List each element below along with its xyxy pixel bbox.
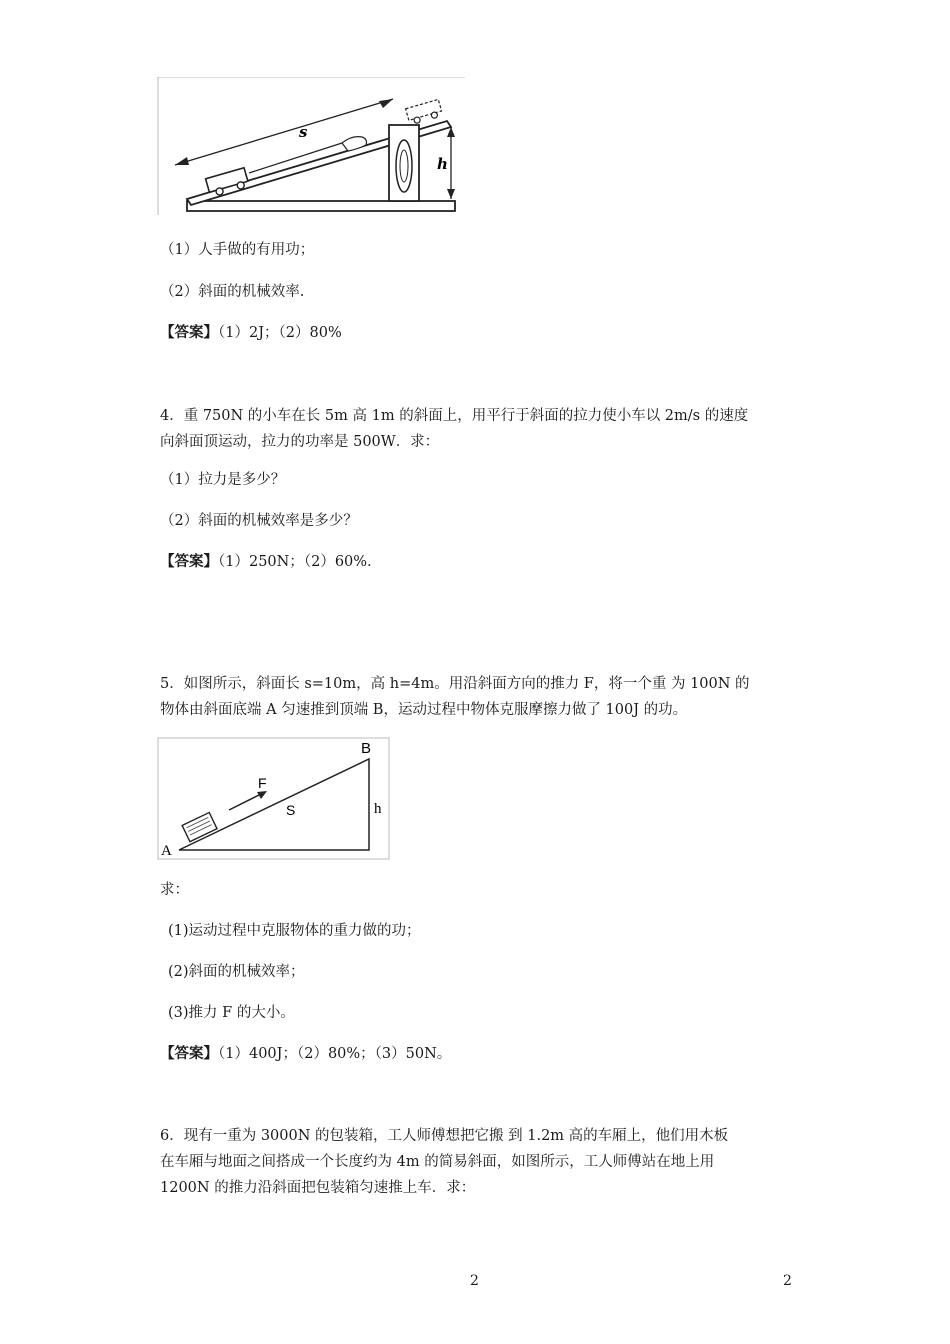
q5-sub1: (1)运动过程中克服物体的重力做的功； bbox=[168, 923, 421, 939]
label-F: F bbox=[258, 775, 267, 791]
label-h: h bbox=[374, 801, 382, 817]
q5-sub3: (3)推力 F 的大小。 bbox=[168, 1005, 295, 1021]
q6-line3: 1200N 的推力沿斜面把包装箱匀速推上车．求： bbox=[160, 1180, 476, 1196]
q4-sub2: （2）斜面的机械效率是多少？ bbox=[160, 513, 358, 529]
q3-sub2: （2）斜面的机械效率. bbox=[160, 284, 305, 300]
q3-answer bbox=[160, 323, 342, 343]
q6-line2: 在车厢与地面之间搭成一个长度约为 4m 的简易斜面，如图所示，工人师傅站在地上用 bbox=[160, 1154, 715, 1170]
q5-line2: 物体由斜面底端 A 匀速推到顶端 B，运动过程中物体克服摩擦力做了 100J 的功。 bbox=[160, 702, 688, 718]
q4-answer-label: 【答案】 bbox=[160, 553, 218, 570]
ramp-car-figure bbox=[157, 77, 467, 217]
q4-line1: 4．重 750N 的小车在长 5m 高 1m 的斜面上，用平行于斜面的拉力使小车以 2m/s 的速度 bbox=[160, 408, 749, 424]
h-label: h bbox=[437, 155, 448, 173]
q5-answer-label: 【答案】 bbox=[160, 1045, 218, 1062]
q5-sub2: (2)斜面的机械效率； bbox=[168, 964, 305, 980]
q4-answer bbox=[160, 552, 372, 572]
q5-answer-text: （1）400J；（2）80%；（3）50N。 bbox=[218, 1046, 452, 1062]
q4-line2: 向斜面顶运动，拉力的功率是 500W．求： bbox=[160, 434, 440, 450]
label-B: B bbox=[361, 740, 372, 757]
q6-line1: 6．现有一重为 3000N 的包装箱，工人师傅想把它搬 到 1.2m 高的车厢上，他们用木板 bbox=[160, 1128, 729, 1144]
page-number-right: 2 bbox=[783, 1273, 792, 1289]
q4-sub1: （1）拉力是多少？ bbox=[160, 472, 286, 488]
q5-line1: 5．如图所示，斜面长 s=10m，高 h=4m。用沿斜面方向的推力 F，将一个重 为 100N 的 bbox=[160, 676, 750, 692]
page-number-center: 2 bbox=[470, 1273, 479, 1289]
label-S: S bbox=[286, 802, 296, 818]
q3-answer-text: （1）2J；（2）80% bbox=[218, 325, 342, 341]
q5-answer bbox=[160, 1044, 451, 1064]
label-A: A bbox=[161, 843, 172, 859]
incline-figure bbox=[157, 737, 391, 861]
q4-answer-text: （1）250N；（2）60%. bbox=[218, 554, 372, 570]
q5-ask: 求： bbox=[160, 882, 189, 898]
s-label: s bbox=[299, 123, 308, 141]
q3-sub1: （1）人手做的有用功； bbox=[160, 242, 315, 258]
q3-answer-label: 【答案】 bbox=[160, 324, 218, 341]
